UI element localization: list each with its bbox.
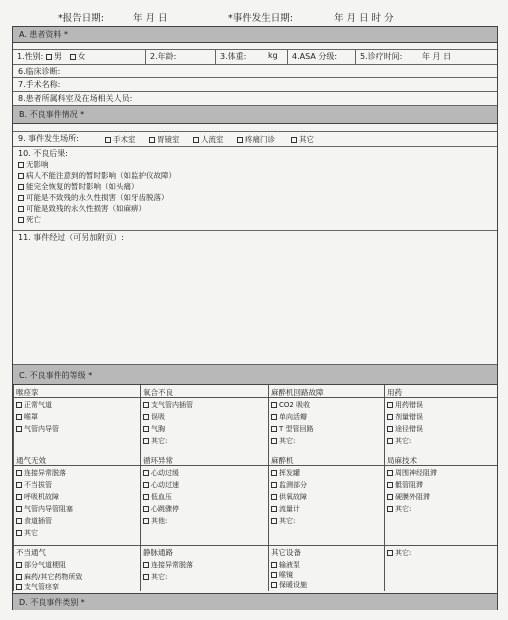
grade-item[interactable] — [16, 516, 52, 526]
consequence-checkbox[interactable] — [18, 195, 24, 201]
grade-checkbox[interactable] — [387, 506, 393, 512]
grade-item[interactable] — [143, 504, 179, 514]
section-b-header — [13, 106, 497, 124]
group-title: 氧合不良 — [143, 388, 173, 397]
grade-item[interactable] — [16, 468, 66, 478]
asa-cell[interactable] — [287, 50, 355, 64]
consequence-option[interactable] — [18, 203, 146, 214]
location-option-or[interactable] — [105, 134, 136, 145]
department-row[interactable] — [13, 92, 497, 106]
consequence-text: 可能是致残的永久性损害（如麻痹） — [26, 204, 146, 213]
section-a-title: A. 患者资料 * — [19, 30, 68, 39]
grade-item[interactable] — [271, 436, 295, 446]
grade-checkbox[interactable] — [271, 518, 277, 524]
grade-item-label: 支气管痉挛 — [24, 583, 59, 591]
grade-checkbox[interactable] — [143, 470, 149, 476]
grade-checkbox[interactable] — [271, 402, 277, 408]
grade-item[interactable] — [387, 548, 411, 558]
event-process-label: 11. 事件经过（可另加附页）: — [18, 233, 124, 242]
location-abortion-checkbox[interactable] — [193, 137, 199, 143]
grade-item[interactable] — [16, 424, 59, 434]
grade-item-label: 气管内导管 — [24, 425, 59, 433]
consequence-option[interactable] — [18, 170, 176, 181]
grade-item[interactable] — [143, 400, 193, 410]
consequence-option[interactable] — [18, 214, 41, 225]
section-d-title: D. 不良事件类别 * — [19, 598, 85, 607]
grade-item-label: 不当拔管 — [24, 481, 52, 489]
grade-item-label: 连接异常脱落 — [151, 561, 193, 569]
consequence-option[interactable] — [18, 159, 49, 170]
grade-item[interactable] — [387, 436, 411, 446]
grade-checkbox[interactable] — [387, 402, 393, 408]
grade-checkbox[interactable] — [271, 582, 277, 588]
location-row — [13, 131, 497, 147]
grade-item[interactable] — [16, 560, 66, 570]
grade-checkbox[interactable] — [143, 438, 149, 444]
grade-item[interactable] — [387, 492, 430, 502]
grade-item[interactable] — [387, 412, 423, 422]
grade-item-label: 流量计 — [279, 505, 300, 513]
department-label: 8.患者所属科室及在场相关人员: — [18, 94, 133, 103]
grade-checkbox[interactable] — [143, 506, 149, 512]
location-label: 9. 事件发生场所: — [18, 134, 79, 143]
grade-item[interactable] — [271, 412, 307, 422]
grade-item[interactable] — [16, 400, 52, 410]
consequence-checkbox[interactable] — [18, 184, 24, 190]
grade-item[interactable] — [16, 582, 59, 592]
grade-checkbox[interactable] — [16, 530, 22, 536]
grade-checkbox[interactable] — [271, 426, 277, 432]
grade-item-label: 单向活瓣 — [279, 413, 307, 421]
report-date-fields[interactable]: 年 月 日 — [133, 13, 168, 24]
grade-item-label: 其它: — [279, 437, 296, 445]
grade-item[interactable] — [143, 480, 179, 490]
grade-item[interactable] — [143, 492, 172, 502]
grade-item-label: 硬膜外阻滞 — [395, 493, 430, 501]
grade-item[interactable] — [16, 492, 59, 502]
group-title: 局麻技术 — [387, 456, 417, 465]
grade-checkbox[interactable] — [143, 482, 149, 488]
gender-female-label: 女 — [77, 52, 86, 61]
grade-checkbox[interactable] — [16, 562, 22, 568]
grade-item[interactable] — [143, 468, 179, 478]
grade-item[interactable] — [143, 516, 167, 526]
grade-checkbox[interactable] — [143, 574, 149, 580]
gender-cell — [13, 50, 145, 64]
location-pain-clinic-label: 疼痛门诊 — [245, 135, 275, 144]
grade-item[interactable] — [271, 504, 300, 514]
section-c-header — [13, 365, 497, 385]
visit-time-fields: 年 月 日 — [422, 52, 452, 61]
grade-item[interactable] — [16, 528, 38, 538]
grade-checkbox[interactable] — [387, 494, 393, 500]
consequence-checkbox[interactable] — [18, 162, 24, 168]
grade-item[interactable] — [271, 468, 300, 478]
weight-label: 3.体重: — [220, 52, 247, 61]
grade-item-label: 喉镜 — [279, 571, 293, 579]
grade-checkbox[interactable] — [16, 518, 22, 524]
grade-item-label: 支气管内插管 — [151, 401, 193, 409]
grade-item[interactable] — [271, 560, 300, 570]
grade-item[interactable] — [143, 560, 193, 570]
grade-item-label: 监测部分 — [279, 481, 307, 489]
grade-checkbox[interactable] — [387, 414, 393, 420]
grade-item[interactable] — [143, 436, 167, 446]
grade-item-label: 其它: — [151, 437, 168, 445]
event-date-label: *事件发生日期: — [228, 13, 293, 24]
grade-item[interactable] — [16, 572, 82, 582]
grade-item-label: 其它: — [151, 573, 168, 581]
section-b-title: B. 不良事件情况 * — [19, 110, 85, 119]
weight-cell[interactable] — [215, 50, 287, 64]
grade-item[interactable] — [387, 480, 423, 490]
consequence-text: 死亡 — [26, 215, 41, 224]
grade-item-label: 输液泵 — [279, 561, 300, 569]
location-option-pain-clinic[interactable] — [237, 134, 275, 145]
grade-checkbox[interactable] — [143, 414, 149, 420]
grade-item[interactable] — [143, 424, 165, 434]
location-option-endoscopy[interactable] — [149, 134, 180, 145]
grade-item-label: 供氧故障 — [279, 493, 307, 501]
grade-item-label: 保暖设施 — [279, 581, 307, 589]
grade-checkbox[interactable] — [143, 518, 149, 524]
age-cell[interactable] — [145, 50, 215, 64]
grade-item[interactable] — [271, 424, 314, 434]
grade-item[interactable] — [271, 492, 307, 502]
location-other-label: 其它 — [299, 135, 314, 144]
location-endoscopy-checkbox[interactable] — [149, 137, 155, 143]
grade-item-label: 误吸 — [151, 413, 165, 421]
report-header — [0, 8, 508, 26]
grade-item-label: 其它 — [24, 529, 38, 537]
grade-item-label: 其它: — [395, 549, 412, 557]
consequence-text: 能完全恢复的暂时影响（如头痛） — [26, 182, 139, 191]
visit-time-cell[interactable] — [355, 50, 497, 64]
location-pain-clinic-checkbox[interactable] — [237, 137, 243, 143]
grade-item[interactable] — [143, 412, 165, 422]
grade-checkbox[interactable] — [16, 506, 22, 512]
grade-item[interactable] — [387, 424, 423, 434]
location-or-label: 手术室 — [113, 135, 136, 144]
grade-item-label: 途径错误 — [395, 425, 423, 433]
grade-checkbox[interactable] — [16, 402, 22, 408]
consequence-checkbox[interactable] — [18, 173, 24, 179]
consequence-option[interactable] — [18, 181, 139, 192]
grade-item-label: 用药错误 — [395, 401, 423, 409]
grade-checkbox[interactable] — [16, 426, 22, 432]
event-grade-grid — [13, 385, 497, 591]
grade-item-label: 挥发罐 — [279, 469, 300, 477]
consequence-checkbox[interactable] — [18, 206, 24, 212]
grade-item[interactable] — [16, 504, 73, 514]
grade-checkbox[interactable] — [143, 426, 149, 432]
visit-time-label: 5.诊疗时间: — [360, 52, 403, 61]
grade-item-label: 气胸 — [151, 425, 165, 433]
grade-checkbox[interactable] — [271, 482, 277, 488]
grade-checkbox[interactable] — [271, 572, 277, 578]
weight-unit: kg — [268, 51, 278, 60]
grade-item-label: 其它: — [395, 437, 412, 445]
grade-item[interactable] — [271, 400, 310, 410]
grade-item-label: 心动过速 — [151, 481, 179, 489]
grade-checkbox[interactable] — [16, 584, 22, 590]
grade-checkbox[interactable] — [16, 574, 22, 580]
group-title: 静脉通路 — [143, 548, 173, 557]
grade-checkbox[interactable] — [271, 414, 277, 420]
grade-checkbox[interactable] — [271, 506, 277, 512]
location-option-other[interactable] — [291, 134, 314, 145]
grade-checkbox[interactable] — [16, 470, 22, 476]
grade-item-label: 气管内导管阻塞 — [24, 505, 73, 513]
group-title: 通气无效 — [16, 456, 46, 465]
grade-checkbox[interactable] — [143, 402, 149, 408]
diagnosis-label: 6.临床诊断: — [18, 67, 61, 76]
grade-item[interactable] — [387, 400, 423, 410]
age-label: 2.年龄: — [150, 52, 177, 61]
grade-item[interactable] — [271, 480, 307, 490]
consequence-checkbox[interactable] — [18, 217, 24, 223]
section-a-header — [13, 27, 497, 43]
grade-checkbox[interactable] — [16, 414, 22, 420]
grade-checkbox[interactable] — [143, 562, 149, 568]
grade-checkbox[interactable] — [387, 438, 393, 444]
grade-item[interactable] — [271, 516, 295, 526]
grade-item-label: 喉罩 — [24, 413, 38, 421]
grade-item-label: 连接异常脱落 — [24, 469, 66, 477]
grade-item-label: 其它: — [395, 505, 412, 513]
event-process-row[interactable] — [13, 231, 497, 365]
gender-male-label: 男 — [53, 52, 62, 61]
grade-item-label: 心动过缓 — [151, 469, 179, 477]
grade-item[interactable] — [387, 504, 411, 514]
gender-male-checkbox[interactable] — [46, 54, 52, 60]
grade-checkbox[interactable] — [387, 482, 393, 488]
grade-item-label: 麻药/其它药物所致 — [24, 573, 83, 581]
grade-checkbox[interactable] — [387, 426, 393, 432]
grade-item-label: 低血压 — [151, 493, 172, 501]
consequence-row — [13, 147, 497, 231]
grade-checkbox[interactable] — [271, 494, 277, 500]
grade-item[interactable] — [271, 580, 307, 590]
diagnosis-row[interactable] — [13, 65, 497, 78]
surgery-label: 7.手术名称: — [18, 80, 61, 89]
grade-item[interactable] — [143, 572, 167, 582]
grade-item[interactable] — [387, 468, 437, 478]
report-date-label: *报告日期: — [58, 13, 104, 24]
grade-item[interactable] — [271, 570, 293, 580]
grade-checkbox[interactable] — [16, 482, 22, 488]
location-other-checkbox[interactable] — [291, 137, 297, 143]
grade-item[interactable] — [16, 480, 52, 490]
grade-item-label: 部分气道梗阻 — [24, 561, 66, 569]
group-title: 其它设备 — [271, 548, 301, 557]
group-title: 喉痉挛 — [16, 388, 39, 397]
grade-item-label: 骶管阻滞 — [395, 481, 423, 489]
grade-item-label: CO2 吸收 — [279, 401, 311, 409]
gender-female-checkbox[interactable] — [70, 54, 76, 60]
location-endoscopy-label: 胃镜室 — [157, 135, 180, 144]
consequence-option[interactable] — [18, 192, 169, 203]
group-title: 麻醉机回路故障 — [271, 388, 324, 397]
patient-basic-row — [13, 49, 497, 65]
grade-column-oxygenation — [140, 385, 268, 591]
grade-column-equipment — [268, 385, 384, 591]
grade-item-label: 剂量错误 — [395, 413, 423, 421]
consequence-text: 可能是不致残的永久性损害（如牙齿脱落） — [26, 193, 169, 202]
group-title: 用药 — [387, 388, 402, 397]
grade-checkbox[interactable] — [271, 470, 277, 476]
section-c-title: C. 不良事件的等级 * — [19, 371, 93, 380]
grade-checkbox[interactable] — [387, 550, 393, 556]
grade-item-label: 其他: — [151, 517, 168, 525]
grade-checkbox[interactable] — [271, 438, 277, 444]
grade-checkbox[interactable] — [143, 494, 149, 500]
location-option-abortion[interactable] — [193, 134, 224, 145]
consequence-text: 无影响 — [26, 160, 49, 169]
section-d-header — [13, 593, 497, 610]
grade-item-label: 呼吸机故障 — [24, 493, 59, 501]
surgery-row[interactable] — [13, 78, 497, 92]
grade-checkbox[interactable] — [387, 470, 393, 476]
gender-label: 1.性别: — [17, 52, 44, 61]
grade-item-label: 周围神经阻滞 — [395, 469, 437, 477]
grade-item-label: 其它: — [279, 517, 296, 525]
event-date-fields[interactable]: 年 月 日 时 分 — [334, 13, 394, 24]
grade-item-label: 食道插管 — [24, 517, 52, 525]
group-title: 麻醉机 — [271, 456, 294, 465]
grade-item-label: 心跳骤停 — [151, 505, 179, 513]
group-title: 循环异常 — [143, 456, 173, 465]
asa-label: 4.ASA 分级: — [292, 52, 338, 61]
consequence-text: 病人不能注意到的暂时影响（如监护仪故障） — [26, 171, 176, 180]
grade-item-label: 正常气道 — [24, 401, 52, 409]
grade-column-medication — [384, 385, 497, 591]
grade-column-airway — [13, 385, 140, 591]
location-abortion-label: 人流室 — [201, 135, 224, 144]
form-table — [12, 26, 498, 610]
consequence-label: 10. 不良后果: — [18, 149, 68, 158]
grade-checkbox[interactable] — [16, 494, 22, 500]
grade-item-label: T 型管回路 — [279, 425, 314, 433]
grade-item[interactable] — [16, 412, 38, 422]
grade-checkbox[interactable] — [271, 562, 277, 568]
group-title: 不当通气 — [16, 548, 46, 557]
location-or-checkbox[interactable] — [105, 137, 111, 143]
